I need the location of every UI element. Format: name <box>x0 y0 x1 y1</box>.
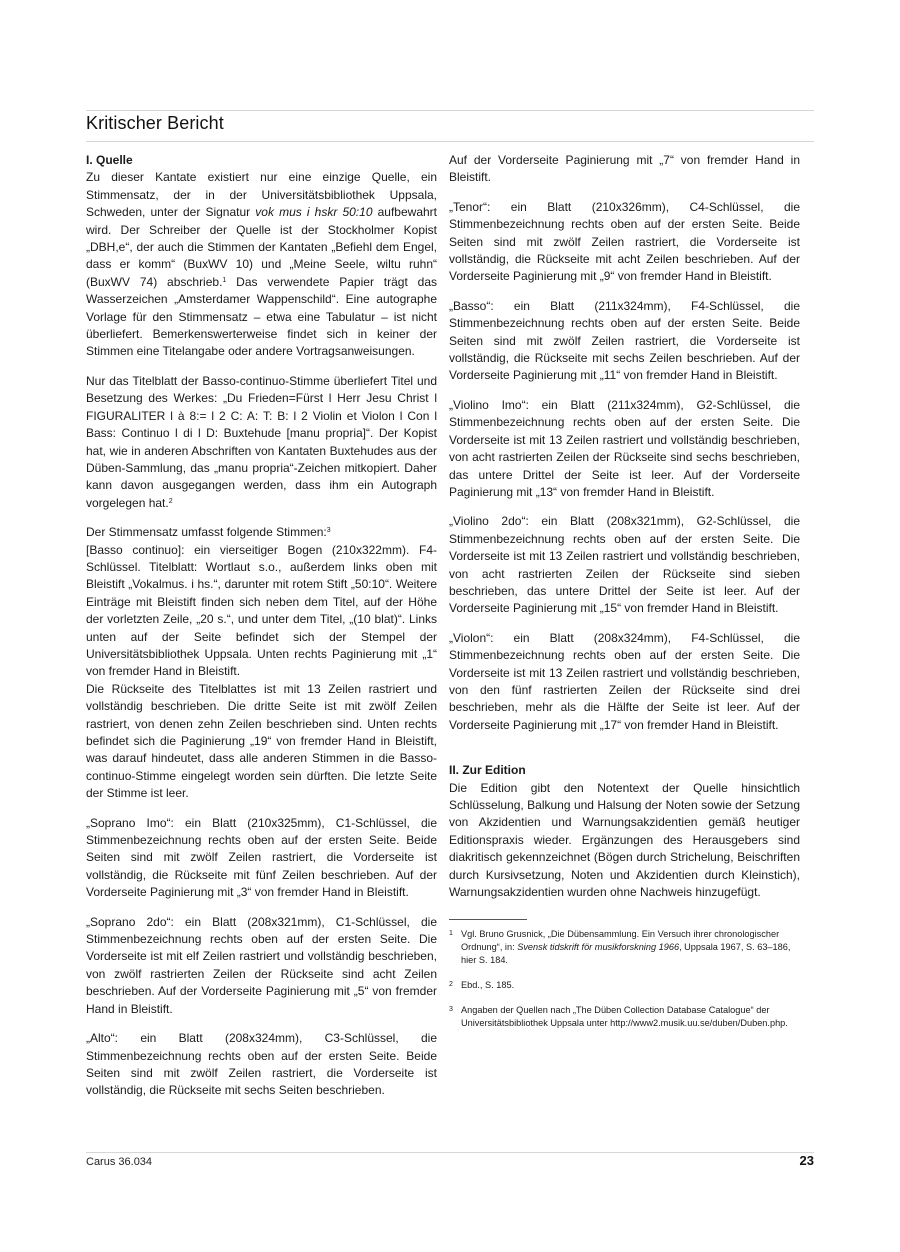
paragraph-parts-intro <box>86 524 437 541</box>
text-span: Zu dieser Kantate existiert nur eine einzige Quelle, ein Stimmensatz, der in der Universitätsbibliothek Uppsala, Schweden, unter der Signatur <box>86 170 437 220</box>
footnote-1 <box>449 928 800 967</box>
section-heading-quelle: I. Quelle <box>86 153 133 167</box>
text-span: , Uppsala 1967, S. 63–186, hier S. 184. <box>461 942 791 966</box>
paragraph-source-intro <box>86 169 437 360</box>
page-number: 23 <box>799 1153 814 1168</box>
text-span: Angaben der Quellen nach „The Düben Collection Database Catalogue“ der Universitätsbibliothek Uppsala unter http://www2.musik.uu.se/duben/Duben.php. <box>461 1005 788 1029</box>
text-span: Ebd., S. 185. <box>461 980 515 991</box>
text-span: Der Stimmensatz umfasst folgende Stimmen: <box>86 525 327 540</box>
paragraph-violino-2: „Violino 2do“: ein Blatt (208x321mm), G2-Schlüssel, die Stimmenbezeichnung rechts oben auf der ersten Seite. Die Vorderseite ist mit 13 Zeilen rastriert und vollständig beschrieben, von acht rastrierten Zeilen der Rückseite sind sieben beschrieben, das untere Drittel der Seite ist leer. Auf der Vorderseite Paginierung mit „15“ von fremder Hand in Bleistift. <box>449 514 800 616</box>
top-rule <box>86 110 814 111</box>
paragraph-soprano-1: „Soprano Imo“: ein Blatt (210x325mm), C1-Schlüssel, die Stimmenbezeichnung rechts oben auf der ersten Seite. Beide Seiten sind mit zwölf Zeilen rastriert, die Vorderseite ist vollständig, die Rückseite mit fünf Zeilen beschrieben. Auf der Vorderseite Paginierung mit „3“ von fremder Hand in Bleistift. <box>86 815 437 900</box>
paragraph-basso-continuo: [Basso continuo]: ein vierseitiger Bogen (210x322mm). F4-Schlüssel. Titelblatt: Wortlaut s.o., außerdem links oben mit Bleistift „Vokalmus. i hs.“, darunter mit rotem Stift „50:10“. Weitere Einträge mit Bleistift finden sich neben dem Titel, auf der Höhe der vorletzten Zeile, „20 s.“, und unter dem Titel, „(10 blat)“. Links unten auf der Seite befindet sich der Stempel der Universitätsbibliothek Uppsala. Unten rechts Paginierung mit „1“ von fremder Hand in Bleistift. <box>86 542 437 679</box>
title-rule <box>86 141 814 142</box>
page-title: Kritischer Bericht <box>86 113 224 133</box>
footnote-number: 2 <box>449 981 453 989</box>
footnote-number: 3 <box>449 1006 453 1014</box>
bottom-rule <box>86 1152 814 1153</box>
paragraph-violon: „Violon“: ein Blatt (208x324mm), F4-Schlüssel, die Stimmenbezeichnung rechts oben auf der ersten Seite. Die Vorderseite ist mit 13 Zeilen rastriert und vollständig beschrieben, von den fünf rastrierten Zeilen der Rückseite sind drei beschrieben, mehr als die Hälfte der Seite ist leer. Auf der Vorderseite Paginierung mit „17“ von fremder Hand in Bleistift. <box>449 630 800 732</box>
footnote-ref: 2 <box>168 497 173 505</box>
paragraph-soprano-2: „Soprano 2do“: ein Blatt (208x321mm), C1-Schlüssel, die Stimmenbezeichnung rechts oben auf der ersten Seite. Die Vorderseite ist mit elf Zeilen rastriert und vollständig beschrieben, von zwölf rastrierten Zeilen der Rückseite sind acht Zeilen beschrieben. Auf der Vorderseite Paginierung mit „5“ von fremder Hand in Bleistift. <box>86 914 437 1016</box>
footnote-2 <box>449 979 800 992</box>
text-span: Vgl. Bruno Grusnick, „Die Dübensammlung. Ein Versuch ihrer chronologischer Ordnung“, in: <box>461 929 780 953</box>
paragraph-violino-1: „Violino Imo“: ein Blatt (211x324mm), G2-Schlüssel, die Stimmenbezeichnung rechts oben auf der ersten Seite. Die Vorderseite ist mit 13 Zeilen rastriert und vollständig beschrieben, von acht rastrierten Zeilen der Rückseite sind sechs beschrieben, das untere Drittel der Seite ist leer. Auf der Vorderseite Paginierung mit „13“ von fremder Hand in Bleistift. <box>449 397 800 499</box>
text-span: aufbewahrt wird. Der Schreiber der Quelle ist der Stockholmer Kopist „DBH,e“, der auch die Stimmen der Kantaten „Befiehl dem Engel, dass er komm“ (BuxWV 10) und „Meine Seele, wiltu ruhn“ (BuxWV 74) abschrieb. <box>86 205 437 289</box>
publisher-reference: Carus 36.034 <box>86 1156 153 1168</box>
signature-text: vok mus i hskr 50:10 <box>255 205 373 220</box>
paragraph-title-page <box>86 373 437 512</box>
left-column <box>86 152 437 1112</box>
text-span: Nur das Titelblatt der Basso-continuo-Stimme überliefert Titel und Besetzung des Werkes: „Du Frieden=Fürst l Herr Jesu Christ l FIGURALITER l à 8:= l 2 C: A: T: B: l 2 Violin et Violon l Con l Bass: Continuo l di l D: Buxtehude [manu propria]“. Der Kopist hat, wie in anderen Abschriften von Kantaten Buxtehudes aus der Düben-Sammlung, das „manu propria“-Zeichen mitkopiert. Daher kann davon ausgegangen werden, dass ihm ein Autograph vorgelegen hat. <box>86 373 437 510</box>
paragraph-alto: „Alto“: ein Blatt (208x324mm), C3-Schlüssel, die Stimmenbezeichnung rechts oben auf der ersten Seite. Beide Seiten sind mit zwölf Zeilen rastriert, die Vorderseite ist vollständig, die Rückseite mit sechs Seiten beschrieben. <box>86 1031 437 1098</box>
footnote-ref: 3 <box>326 527 331 535</box>
paragraph-alto-cont: Auf der Vorderseite Paginierung mit „7“ von fremder Hand in Bleistift. <box>449 153 800 185</box>
paragraph-basso: „Basso“: ein Blatt (211x324mm), F4-Schlüssel, die Stimmenbezeichnung rechts oben auf der ersten Seite. Beide Seiten sind mit zwölf Zeilen rastriert, die Vorderseite ist vollständig, die Rückseite mit sechs Zeilen beschrieben. Auf der Vorderseite Paginierung mit „11“ von fremder Hand in Bleistift. <box>449 298 800 383</box>
footnote-3 <box>449 1004 800 1030</box>
footnote-rule <box>449 919 527 920</box>
paragraph-basso-continuo-verso: Die Rückseite des Titelblattes ist mit 13 Zeilen rastriert und vollständig beschrieben. Die dritte Seite ist mit zwölf Zeilen rastriert, von denen zehn Zeilen beschrieben sind. Unten rechts befindet sich die Paginierung „19“ von fremder Hand in Bleistift, was darauf hindeutet, dass alle anderen Stimmen in die Basso-continuo-Stimme eingelegt worden sein dürften. Die letzte Seite der Stimme ist leer. <box>86 681 437 801</box>
paragraph-edition: Die Edition gibt den Notentext der Quelle hinsichtlich Schlüsselung, Balkung und Halsung der Noten sowie der Setzung von Akzidentien und Warnungsakzidentien gemäß heutiger Editionspraxis wieder. Ergänzungen des Herausgebers sind diakritisch gekennzeichnet (Bögen durch Strichelung, Beischriften durch Kursivsetzung, Noten und Akzidentien durch Kleinstich), Warnungsakzidentien wurden ohne Nachweis hinzugefügt. <box>449 780 800 900</box>
footnote-ref: 1 <box>222 276 227 284</box>
journal-title: Svensk tidskrift för musikforskning 1966 <box>517 942 680 953</box>
section-heading-edition: II. Zur Edition <box>449 763 526 778</box>
footnote-number: 1 <box>449 930 453 938</box>
footnotes <box>449 928 800 1030</box>
text-span: Das verwendete Papier trägt das Wasserzeichen „Amsterdamer Wappenschild“. Eine autographe Vorlage für den Stimmensatz – etwa eine Tabulatur – ist nicht überliefert. Bemerkenswerterweise findet sich in keiner der Stimmen eine Titelangabe oder andere Vortragsanweisungen. <box>86 274 437 359</box>
paragraph-tenor: „Tenor“: ein Blatt (210x326mm), C4-Schlüssel, die Stimmenbezeichnung rechts oben auf der ersten Seite. Beide Seiten sind mit zwölf Zeilen rastriert, die Vorderseite ist vollständig, die Rückseite mit acht Zeilen beschrieben. Auf der Vorderseite Paginierung mit „9“ von fremder Hand in Bleistift. <box>449 199 800 284</box>
right-column <box>449 152 800 1042</box>
